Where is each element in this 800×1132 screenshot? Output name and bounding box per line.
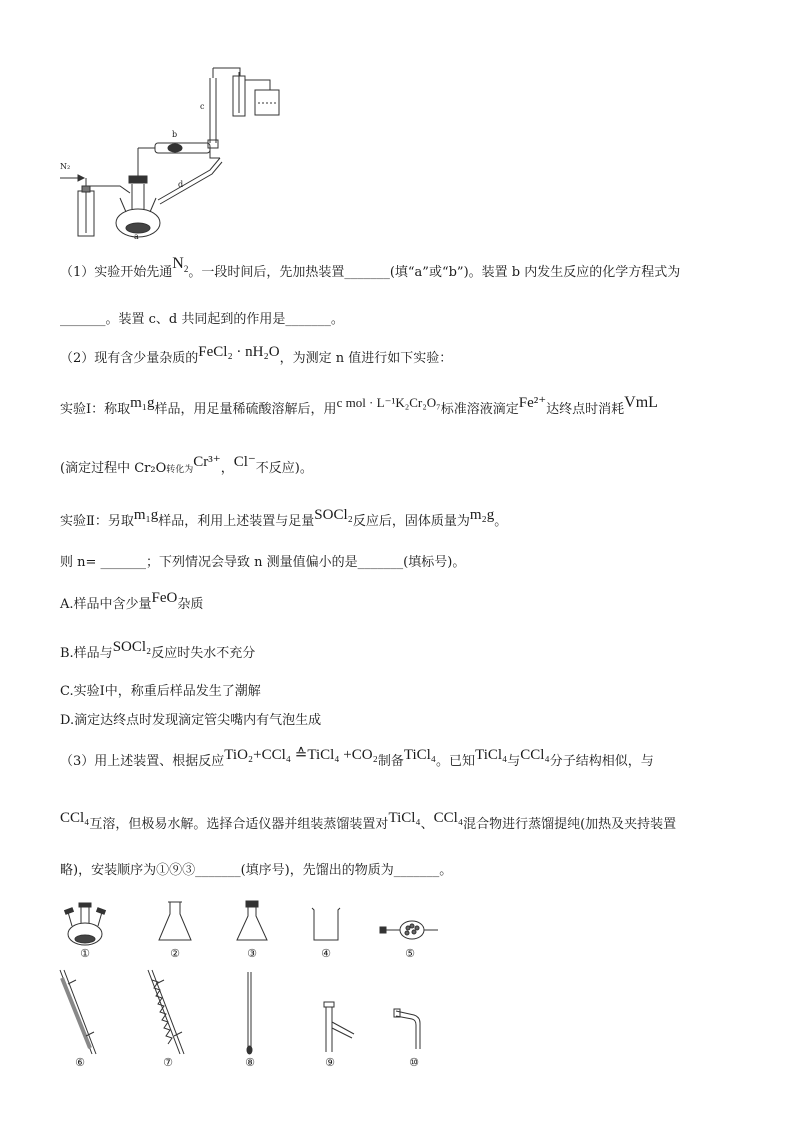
instrument-6: [50, 968, 110, 1073]
q3-ticl4-b: TiCl₄: [475, 747, 508, 763]
q3-line1: [60, 747, 654, 771]
label-a: a: [134, 232, 139, 241]
exp2-pre: 实验Ⅱ：另取: [60, 514, 134, 529]
ask-post: _______；下列情况会导致 n 测量值偏小的是_______(填标号)。: [96, 555, 466, 570]
q3-l2-ccl4: CCl₄: [60, 810, 90, 826]
beaker-icon: [308, 900, 344, 948]
note-cl-minus: Cl⁻: [233, 454, 256, 470]
q2-formula: FeCl₂ · nH₂O: [198, 344, 280, 360]
label-d: d: [178, 180, 184, 189]
option-b-post: 反应时失水不充分: [151, 646, 256, 661]
q1-n2-main: N: [172, 255, 184, 272]
exp2-post: 。: [494, 514, 508, 529]
q3-mid: 制备: [377, 754, 404, 769]
conical-flask-icon: [155, 900, 195, 948]
exp1-mid: 样品，用足量稀硫酸溶解后，用: [154, 402, 337, 417]
option-d: [60, 712, 321, 730]
note-pre: (滴定过程中 Cr₂O: [60, 461, 167, 476]
option-c-text: C.实验Ⅰ中，称重后样品发生了潮解: [60, 684, 261, 699]
option-a-post: 杂质: [177, 597, 204, 612]
q3-l2-ticl4: TiCl₄: [388, 810, 421, 826]
q1-line2: [60, 311, 344, 329]
q3-l3: 略)，安装顺序为①⑨③_______(填序号)，先馏出的物质为_______。: [60, 863, 453, 878]
instrument-4-label: ④: [321, 947, 331, 960]
exp1-concentration: c mol · L⁻¹K₂Cr₂O₇: [336, 395, 441, 410]
apparatus-figure: [60, 58, 300, 243]
instrument-9-label: ⑨: [325, 1056, 335, 1069]
note-comma: ，: [220, 461, 234, 476]
instrument-3-label: ③: [247, 947, 257, 960]
q3-line3: [60, 862, 452, 880]
thermometer-icon: [236, 968, 264, 1058]
instrument-7: [138, 968, 198, 1073]
spiral-condenser-icon: [138, 968, 198, 1058]
exp2-mid2: 反应后，固体质量为: [352, 514, 470, 529]
q3-reaction: TiO₂+CCl₄ ≙TiCl₄ +CO₂: [224, 747, 378, 763]
q3-post: 分子结构相似，与: [549, 754, 654, 769]
q2-exp2: [60, 507, 508, 531]
instrument-3: [232, 900, 272, 962]
instrument-8-label: ⑧: [245, 1056, 255, 1069]
instrument-9: [310, 1000, 360, 1073]
instrument-7-label: ⑦: [163, 1056, 173, 1069]
q2-intro-post: ，为测定 n 值进行如下实验：: [279, 351, 453, 366]
note-post: 不反应)。: [255, 461, 313, 476]
erlenmeyer-stoppered-icon: [232, 900, 272, 948]
instrument-10-label: ⑩: [409, 1056, 419, 1069]
label-b: b: [172, 130, 178, 139]
exp2-mid: 样品，利用上述装置与足量: [158, 514, 315, 529]
exp2-socl2: SOCl₂: [314, 507, 353, 523]
q3-l2-ccl4-b: CCl₄: [433, 810, 464, 826]
exp1-mid2: 标准溶液滴定: [440, 402, 519, 417]
q1-text-line2: _______。装置 c、d 共同起到的作用是_______。: [60, 312, 344, 327]
q3-ticl4: TiCl₄: [403, 747, 437, 763]
label-n2: N₂: [60, 162, 71, 171]
q3-mid3: 与: [507, 754, 521, 769]
q3-line2: [60, 810, 677, 834]
instrument-2: [155, 900, 195, 962]
distillation-head-icon: [310, 1000, 360, 1058]
option-b-pre: B.样品与: [60, 646, 113, 661]
instrument-8: [236, 968, 264, 1073]
q1-n2: [172, 255, 189, 275]
note-cr3plus: Cr³⁺: [193, 454, 221, 470]
instrument-10: [392, 1005, 440, 1073]
q1-text-pre: （1）实验开始先通: [60, 265, 173, 280]
q3-pre: （3）用上述装置、根据反应: [60, 754, 225, 769]
instrument-5: [378, 900, 442, 962]
instrument-5-label: ⑤: [405, 947, 415, 960]
apparatus-diagram: [60, 58, 300, 243]
option-d-text: D.滴定达终点时发现滴定管尖嘴内有气泡生成: [60, 713, 322, 728]
q3-mid2: 。已知: [436, 754, 476, 769]
drying-tube-icon: [378, 900, 442, 948]
exp1-m1g: m₁g: [130, 395, 155, 411]
exp1-post: 达终点时消耗: [546, 402, 625, 417]
option-c: [60, 683, 261, 701]
option-a-pre: A.样品中含少量: [60, 597, 152, 612]
exp1-fe2plus: Fe²⁺: [518, 395, 547, 411]
exp2-m2g: m₂g: [469, 507, 495, 523]
q2-note: [60, 454, 313, 479]
straight-condenser-icon: [50, 968, 110, 1058]
q1-text-post: 。一段时间后，先加热装置_______(填“a”或“b”)。装置 b 内发生反应的化学方程式为: [188, 265, 681, 280]
q2-intro: [60, 344, 453, 368]
q3-l2-post: 混合物进行蒸馏提纯(加热及夹持装置: [463, 817, 677, 832]
three-neck-flask-icon: [60, 900, 110, 948]
instrument-4: [308, 900, 344, 962]
q3-ccl4: CCl₄: [520, 747, 550, 763]
q3-l2-mid: 互溶，但极易水解。选择合适仪器并组装蒸馏装置对: [89, 817, 389, 832]
q3-l2-sep: 、: [420, 817, 434, 832]
instrument-6-label: ⑥: [75, 1056, 85, 1069]
exp1-pre: 实验Ⅰ：称取: [60, 402, 131, 417]
q1-line1: [60, 255, 681, 286]
instrument-2-label: ②: [170, 947, 180, 960]
option-a: [60, 590, 204, 614]
option-a-feo: FeO: [151, 590, 178, 606]
exp1-vml: VmL: [624, 394, 658, 411]
bent-adapter-icon: [392, 1005, 440, 1057]
q1-n2-sub: 2: [183, 264, 189, 275]
note-convert: 转化为: [166, 465, 194, 475]
q2-intro-pre: （2）现有含少量杂质的: [60, 351, 199, 366]
option-b: [60, 639, 256, 663]
label-c: c: [200, 102, 205, 111]
q2-ask: [60, 554, 465, 572]
exp2-m1g: m₁g: [133, 507, 159, 523]
option-b-socl2: SOCl₂: [112, 639, 152, 655]
ask-pre: 则 n=: [60, 555, 97, 570]
instrument-1-label: ①: [80, 947, 90, 960]
instrument-1: [60, 900, 110, 962]
q2-exp1: [60, 394, 658, 419]
